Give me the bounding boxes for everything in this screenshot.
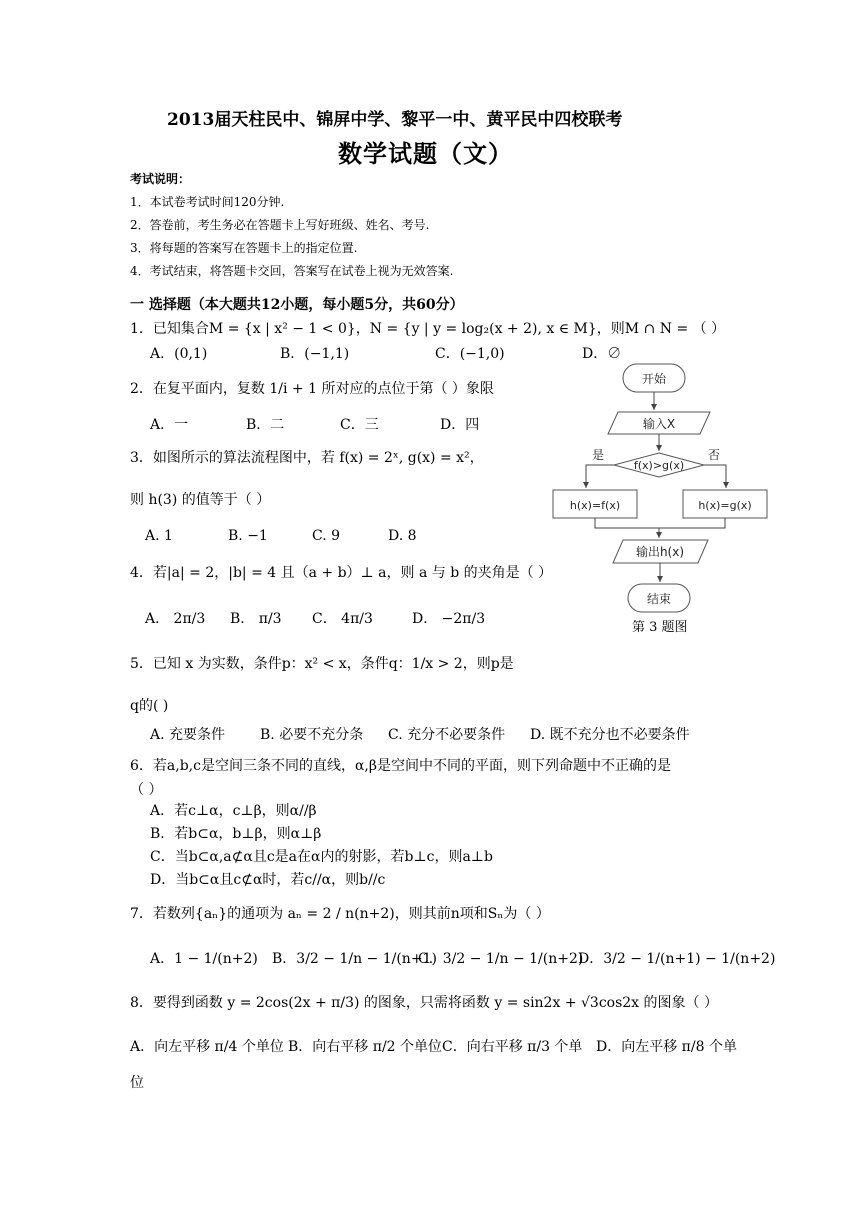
option-b: B．(−1,1): [280, 346, 350, 362]
option-a: A．一: [150, 417, 189, 433]
option-c: C．向右平移 π/3 个单: [442, 1039, 583, 1055]
option-d: D．四: [440, 417, 480, 433]
flow-yes-label: 是: [592, 448, 605, 462]
flow-right-label: h(x)=g(x): [698, 499, 752, 512]
option-d: D．向左平移 π/8 个单: [596, 1039, 737, 1055]
option-c: C．三: [340, 417, 379, 433]
option-b: B．二: [246, 417, 285, 433]
option-d: D．∅: [582, 346, 622, 362]
option-a: A. 1: [145, 528, 173, 544]
instruction-item: 2．答卷前，考生务必在答题卡上写好班级、姓名、考号.: [130, 218, 430, 232]
question-stem: 6．若a,b,c是空间三条不同的直线，α,β是空间中不同的平面，则下列命题中不正确的是: [130, 758, 671, 774]
option-a: A．若c⊥α，c⊥β，则α//β: [150, 803, 317, 819]
option-b: B．若b⊂α，b⊥β，则α⊥β: [150, 826, 322, 842]
question-stem: 7．若数列{aₙ}的通项为 aₙ = 2 / n(n+2)，则其前n项和Sₙ为（ ）: [130, 906, 550, 922]
option-d-wrap: 位: [130, 1075, 144, 1091]
question-stem-continued: （ ）: [130, 782, 163, 798]
flowchart-diagram: [540, 358, 780, 640]
option-b: B. 必要不充分条: [260, 727, 364, 743]
question-stem: 4．若|a| = 2，|b| = 4 且（a + b）⊥ a，则 a 与 b 的夹角是（ ）: [130, 565, 553, 581]
instruction-item: 3．将每题的答案写在答题卡上的指定位置.: [130, 241, 358, 255]
question-stem: 5．已知 x 为实数，条件p：x² < x，条件q：1/x > 2，则p是: [130, 656, 514, 672]
option-c: C．3/2 − 1/n − 1/(n+2): [418, 951, 584, 967]
option-a: A． 2π/3: [145, 611, 206, 627]
question-stem: 3．如图所示的算法流程图中，若 f(x) = 2ˣ, g(x) = x²，: [130, 450, 484, 466]
flow-end-label: 结束: [646, 592, 672, 606]
question-stem: 8．要得到函数 y = 2cos(2x + π/3) 的图象，只需将函数 y = sin2x + √3cos2x 的图象（ ）: [130, 995, 718, 1011]
option-a: A．1 − 1/(n+2): [150, 951, 258, 967]
option-a: A．(0,1): [150, 346, 208, 362]
question-stem: 1．已知集合M = {x | x² − 1 < 0}，N = {y | y = log₂(x + 2), x ∈ M}，则M ∩ N = （ ）: [130, 321, 726, 337]
option-c: C． 4π/3: [312, 611, 373, 627]
flow-decision-label: f(x)>g(x): [633, 459, 685, 472]
option-a: A. 充要条件: [150, 727, 226, 743]
option-d: D. 既不充分也不必要条件: [530, 727, 690, 743]
option-d: D．3/2 − 1/(n+1) − 1/(n+2): [578, 951, 776, 967]
flow-no-label: 否: [708, 448, 721, 462]
option-c: C．当b⊂α,a⊄α且c是a在α内的射影，若b⊥c，则a⊥b: [150, 849, 493, 865]
flow-left-label: h(x)=f(x): [569, 499, 621, 512]
option-d: D. 8: [388, 528, 417, 544]
exam-title: 数学试题（文）: [338, 139, 513, 168]
flowchart-caption: 第 3 题图: [632, 620, 688, 635]
option-d: D．当b⊂α且c⊄α时，若c//α，则b//c: [150, 872, 386, 888]
option-a: A．向左平移 π/4 个单位: [130, 1039, 284, 1055]
option-c: C. 9: [312, 528, 341, 544]
instructions-heading: 考试说明：: [130, 172, 191, 186]
option-b: B． π/3: [230, 611, 282, 627]
option-b: B．向右平移 π/2 个单位: [288, 1039, 443, 1055]
option-b: B. −1: [228, 528, 268, 544]
instruction-item: 1．本试卷考试时间120分钟.: [130, 195, 285, 209]
exam-header: 2013届天柱民中、锦屏中学、黎平一中、黄平民中四校联考: [167, 110, 623, 130]
flow-start-label: 开始: [641, 372, 667, 386]
question-stem-continued: q的( ): [130, 698, 169, 714]
flow-output-label: 输出h(x): [635, 545, 685, 559]
option-c: C. 充分不必要条件: [388, 727, 506, 743]
question-stem: 2．在复平面内，复数 1/i + 1 所对应的点位于第（ ）象限: [130, 381, 494, 397]
option-c: C．(−1,0): [435, 346, 505, 362]
flow-input-label: 输入X: [642, 417, 676, 431]
instruction-item: 4．考试结束，将答题卡交回，答案写在试卷上视为无效答案.: [130, 264, 454, 278]
option-d: D． −2π/3: [412, 611, 486, 627]
option-b: B．3/2 − 1/n − 1/(n+1): [272, 951, 437, 967]
question-stem-continued: 则 h(3) 的值等于（ ）: [130, 492, 271, 508]
section-title: 一 选择题（本大题共12小题，每小题5分，共60分）: [130, 297, 464, 313]
